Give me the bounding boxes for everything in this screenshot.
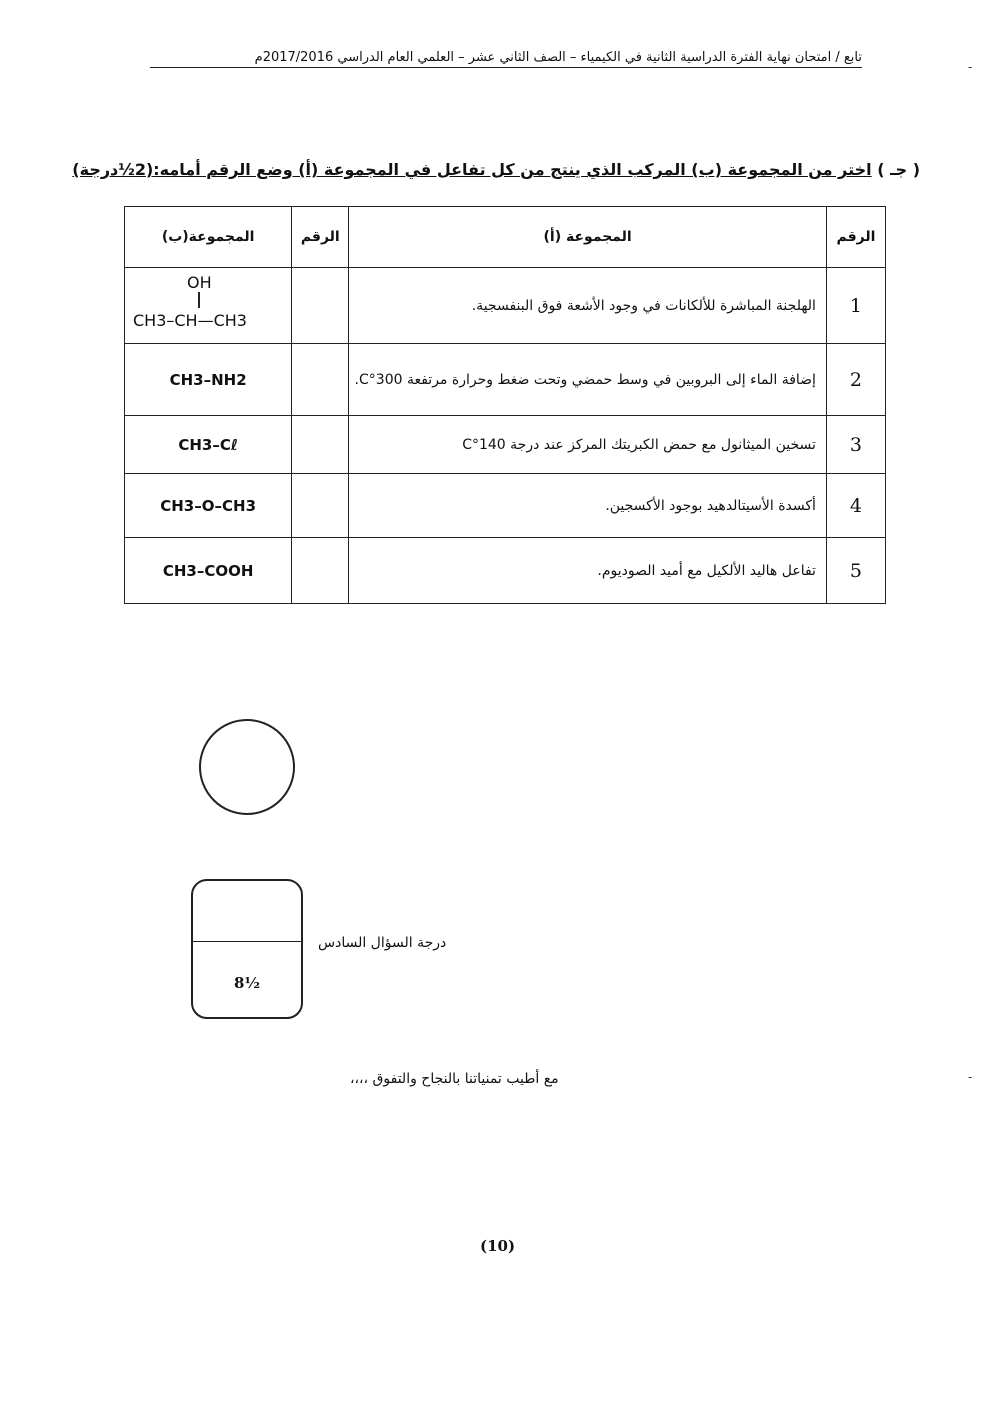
table-row [125, 538, 886, 604]
reaction-text: تفاعل هاليد الألكيل مع أميد الصوديوم. [349, 538, 827, 604]
answer-cell[interactable] [292, 474, 349, 538]
header-group-b: المجموعة(ب) [125, 207, 292, 268]
answer-cell[interactable] [292, 416, 349, 474]
header-answer: الرقم [292, 207, 349, 268]
table-row [125, 344, 886, 416]
compound-methylamine: CH3–NH2 [125, 344, 292, 416]
row-number: 2 [826, 344, 885, 416]
answer-cell[interactable] [292, 268, 349, 344]
question-instruction: اختر من المجموعة (ب) المركب الذي ينتج من كل تفاعل في المجموعة (أ) وضع الرقم أمامه: [153, 160, 872, 179]
row-number: 1 [826, 268, 885, 344]
compound-isopropanol [125, 268, 292, 344]
row-number: 4 [826, 474, 885, 538]
table-header-row [125, 207, 886, 268]
question-heading [72, 160, 920, 179]
table-row [125, 474, 886, 538]
corner-mark-bottom: - [968, 1070, 973, 1084]
page-header: تابع / امتحان نهاية الفترة الدراسية الثانية في الكيمياء – الصف الثاني عشر – العلمي العام الدراسي 2017/2016م [150, 50, 862, 68]
corner-mark-top: - [968, 60, 973, 74]
row-number: 5 [826, 538, 885, 604]
grader-circle [199, 719, 295, 815]
answer-cell[interactable] [292, 344, 349, 416]
matching-table [124, 206, 886, 604]
score-box-blank [193, 881, 301, 942]
reaction-text: أكسدة الأسيتالدهيد بوجود الأكسجين. [349, 474, 827, 538]
compound-chloromethane: CH3–Cℓ [125, 416, 292, 474]
reaction-text: تسخين الميثانول مع حمض الكبريتك المركز عند درجة 140°C [349, 416, 827, 474]
structure-oh: OH [187, 272, 212, 292]
structure-chain: CH3–CH—CH3 [133, 310, 247, 330]
row-number: 3 [826, 416, 885, 474]
page-number: (10) [480, 1237, 516, 1255]
score-box [191, 879, 303, 1019]
question-marks: (2½درجة) [72, 160, 154, 179]
score-value: 8½ [233, 974, 261, 992]
header-num: الرقم [826, 207, 885, 268]
compound-dimethyl-ether: CH3–O–CH3 [125, 474, 292, 538]
score-label: درجة السؤال السادس [318, 935, 447, 951]
answer-cell[interactable] [292, 538, 349, 604]
header-group-a: المجموعة (أ) [349, 207, 827, 268]
compound-acetic-acid: CH3–COOH [125, 538, 292, 604]
reaction-text: إضافة الماء إلى البروبين في وسط حمضي وتحت ضغط وحرارة مرتفعة 300°C. [349, 344, 827, 416]
structure-bond [198, 292, 200, 308]
closing-wish: مع أطيب تمنياتنا بالنجاح والتفوق ،،،، [350, 1071, 559, 1087]
reaction-text: الهلجنة المباشرة للألكانات في وجود الأشعة فوق البنفسجية. [349, 268, 827, 344]
question-prefix: ( جـ ) [877, 160, 920, 179]
table-row [125, 416, 886, 474]
table-row [125, 268, 886, 344]
